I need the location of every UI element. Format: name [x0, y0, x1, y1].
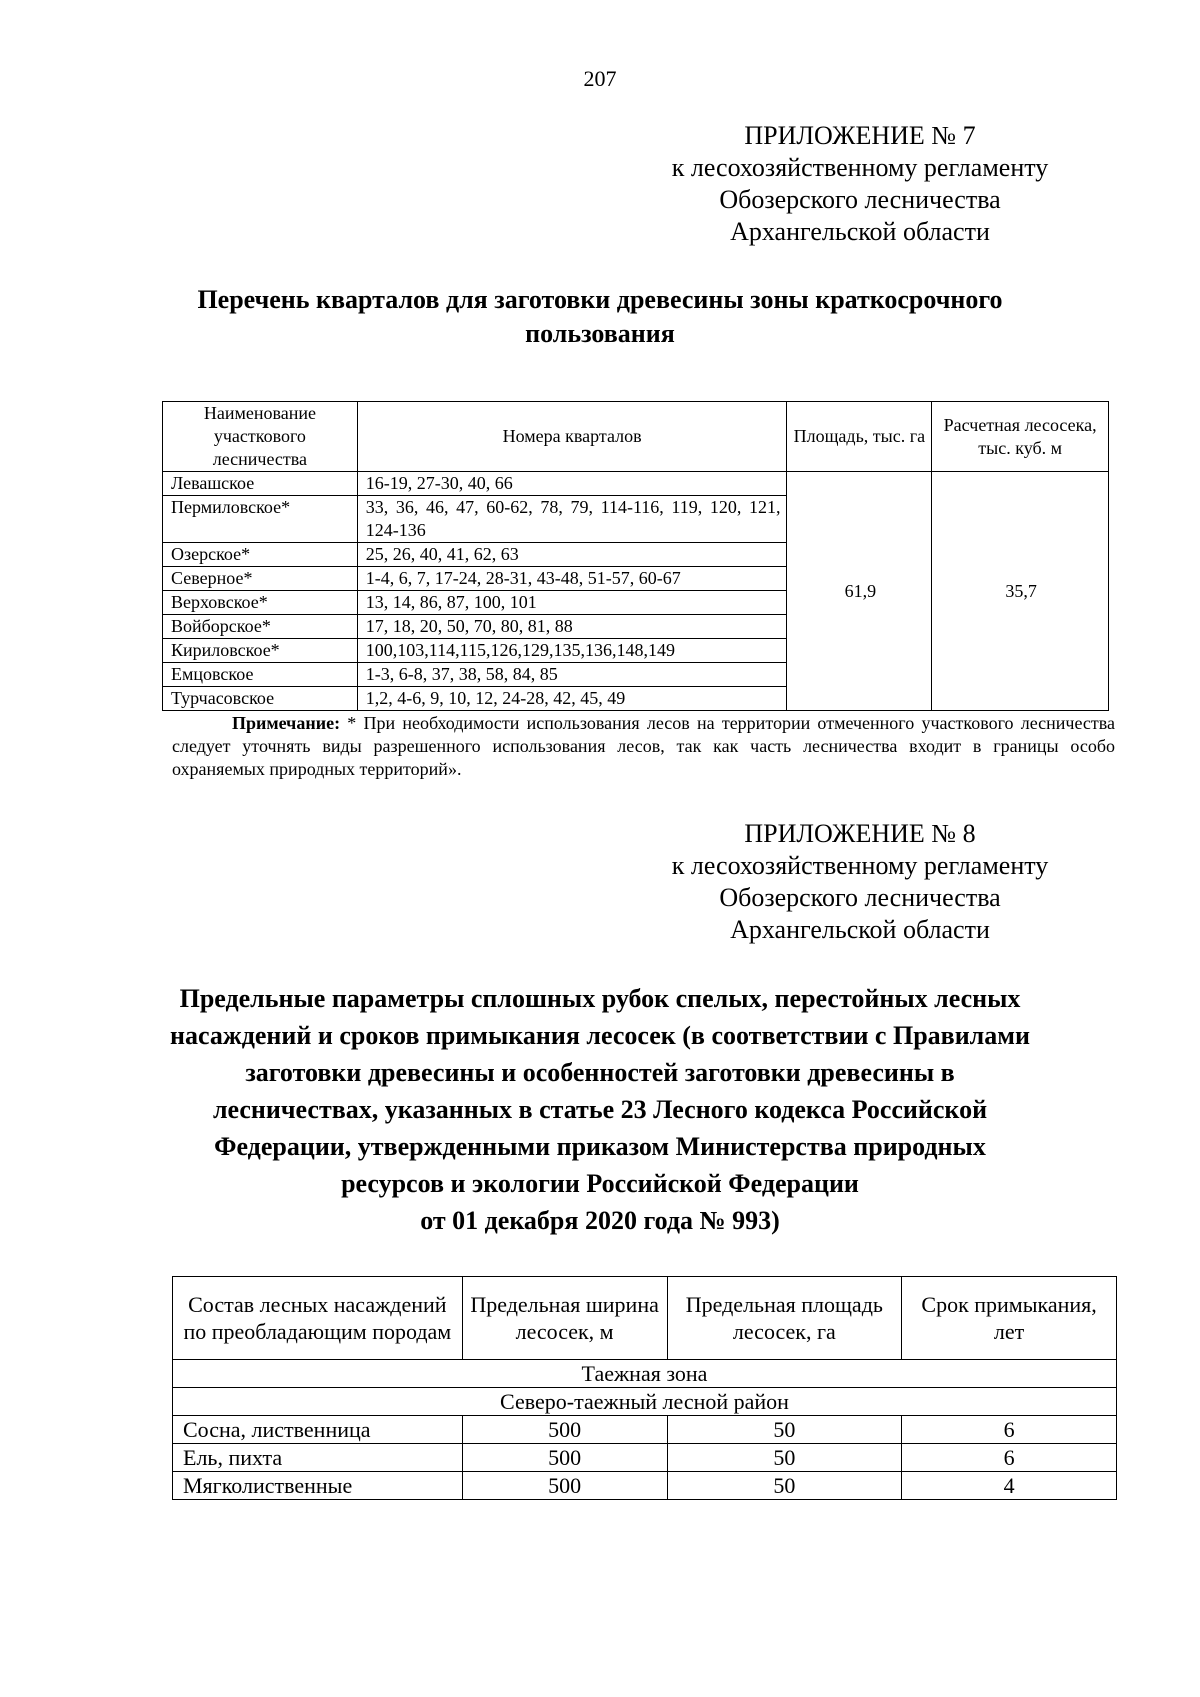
- species-cell: Ель, пихта: [173, 1444, 463, 1472]
- quarter-numbers: 100,103,114,115,126,129,135,136,148,149: [357, 639, 787, 663]
- term-cell: 6: [902, 1444, 1117, 1472]
- area-cell: 50: [667, 1416, 902, 1444]
- forestry-name: Левашское: [163, 472, 358, 496]
- term-cell: 4: [902, 1472, 1117, 1500]
- header-cell: Номера кварталов: [357, 402, 787, 472]
- width-cell: 500: [462, 1472, 667, 1500]
- quarter-numbers: 1-4, 6, 7, 17-24, 28-31, 43-48, 51-57, 60-67: [357, 567, 787, 591]
- header-cell: Площадь, тыс. га: [787, 402, 932, 472]
- forestry-name: Северное*: [163, 567, 358, 591]
- title-line: пользования: [525, 319, 675, 348]
- title-line: лесничествах, указанных в статье 23 Лесного кодекса Российской: [212, 1095, 988, 1124]
- quarter-numbers: 1-3, 6-8, 37, 38, 58, 84, 85: [357, 663, 787, 687]
- appendix-8-line: ПРИЛОЖЕНИЕ № 8: [744, 819, 976, 848]
- species-cell: Мягколиственные: [173, 1472, 463, 1500]
- header-cell: Состав лесных насаждений по преобладающим породам: [173, 1277, 463, 1360]
- zone-row: Таежная зона: [173, 1360, 1117, 1388]
- appendix-7-line: Архангельской области: [730, 217, 990, 246]
- forestry-name: Кириловское*: [163, 639, 358, 663]
- forestry-name: Пермиловское*: [163, 496, 358, 543]
- quarter-numbers: 25, 26, 40, 41, 62, 63: [357, 543, 787, 567]
- table-row: [163, 472, 1109, 496]
- width-cell: 500: [462, 1416, 667, 1444]
- footnote-label: Примечание:: [232, 713, 341, 733]
- forestry-name: Озерское*: [163, 543, 358, 567]
- header-cell: Предельная площадь лесосек, га: [667, 1277, 902, 1360]
- forestry-name: Емцовское: [163, 663, 358, 687]
- title-line: от 01 декабря 2020 года № 993): [420, 1206, 780, 1235]
- title-line: Перечень кварталов для заготовки древесины зоны краткосрочного: [197, 285, 1003, 314]
- appendix-8-line: Обозерского лесничества: [719, 883, 1001, 912]
- width-cell: 500: [462, 1444, 667, 1472]
- appendix-8-line: Архангельской области: [730, 915, 990, 944]
- title-line: ресурсов и экологии Российской Федерации: [341, 1169, 859, 1198]
- quarter-numbers: 13, 14, 86, 87, 100, 101: [357, 591, 787, 615]
- forestry-name: Войборское*: [163, 615, 358, 639]
- title-line: заготовки древесины и особенностей заготовки древесины в: [245, 1058, 955, 1087]
- appendix-7-header: [600, 120, 1120, 248]
- header-cell: Наименование участкового лесничества: [163, 402, 358, 472]
- title-line: насаждений и сроков примыкания лесосек (в соответствии с Правилами: [170, 1021, 1030, 1050]
- footnote: [172, 712, 1115, 781]
- header-cell: Предельная ширина лесосек, м: [462, 1277, 667, 1360]
- appendix-8-line: к лесохозяйственному регламенту: [671, 851, 1049, 880]
- appendix-8-title: [130, 980, 1070, 1239]
- header-cell: Срок примыкания, лет: [902, 1277, 1117, 1360]
- appendix-7-title: [150, 283, 1050, 351]
- species-cell: Сосна, лиственница: [173, 1416, 463, 1444]
- quarter-numbers: 1,2, 4-6, 9, 10, 12, 24-28, 42, 45, 49: [357, 687, 787, 711]
- page-number: 207: [583, 66, 617, 91]
- allowable-cut-value: 35,7: [932, 472, 1109, 711]
- term-cell: 6: [902, 1416, 1117, 1444]
- table-row: [173, 1444, 1117, 1472]
- felling-parameters-table: [172, 1276, 1117, 1500]
- table-row: [173, 1472, 1117, 1500]
- forestry-name: Турчасовское: [163, 687, 358, 711]
- appendix-7-line: к лесохозяйственному регламенту: [671, 153, 1049, 182]
- area-value: 61,9: [787, 472, 932, 711]
- appendix-7-line: ПРИЛОЖЕНИЕ № 7: [744, 121, 976, 150]
- appendix-8-header: [600, 818, 1120, 946]
- quarter-numbers: 17, 18, 20, 50, 70, 80, 81, 88: [357, 615, 787, 639]
- title-line: Предельные параметры сплошных рубок спелых, перестойных лесных: [179, 984, 1021, 1013]
- quarter-numbers: 16-19, 27-30, 40, 66: [357, 472, 787, 496]
- header-cell: Расчетная лесосека, тыс. куб. м: [932, 402, 1109, 472]
- quarters-table: [162, 401, 1109, 711]
- quarter-numbers: 33, 36, 46, 47, 60-62, 78, 79, 114-116, 119, 120, 121, 124-136: [357, 496, 787, 543]
- footnote-text: * При необходимости использования лесов на территории отмеченного участкового лесничества следует уточнять виды разрешенного использования лесов, так как часть лесничества входит в границы особо охраняемых природных территорий».: [172, 713, 1115, 779]
- forestry-name: Верховское*: [163, 591, 358, 615]
- region-row: Северо-таежный лесной район: [173, 1388, 1117, 1416]
- table-row: [173, 1416, 1117, 1444]
- area-cell: 50: [667, 1472, 902, 1500]
- title-line: Федерации, утвержденными приказом Министерства природных: [214, 1132, 986, 1161]
- area-cell: 50: [667, 1444, 902, 1472]
- appendix-7-line: Обозерского лесничества: [719, 185, 1001, 214]
